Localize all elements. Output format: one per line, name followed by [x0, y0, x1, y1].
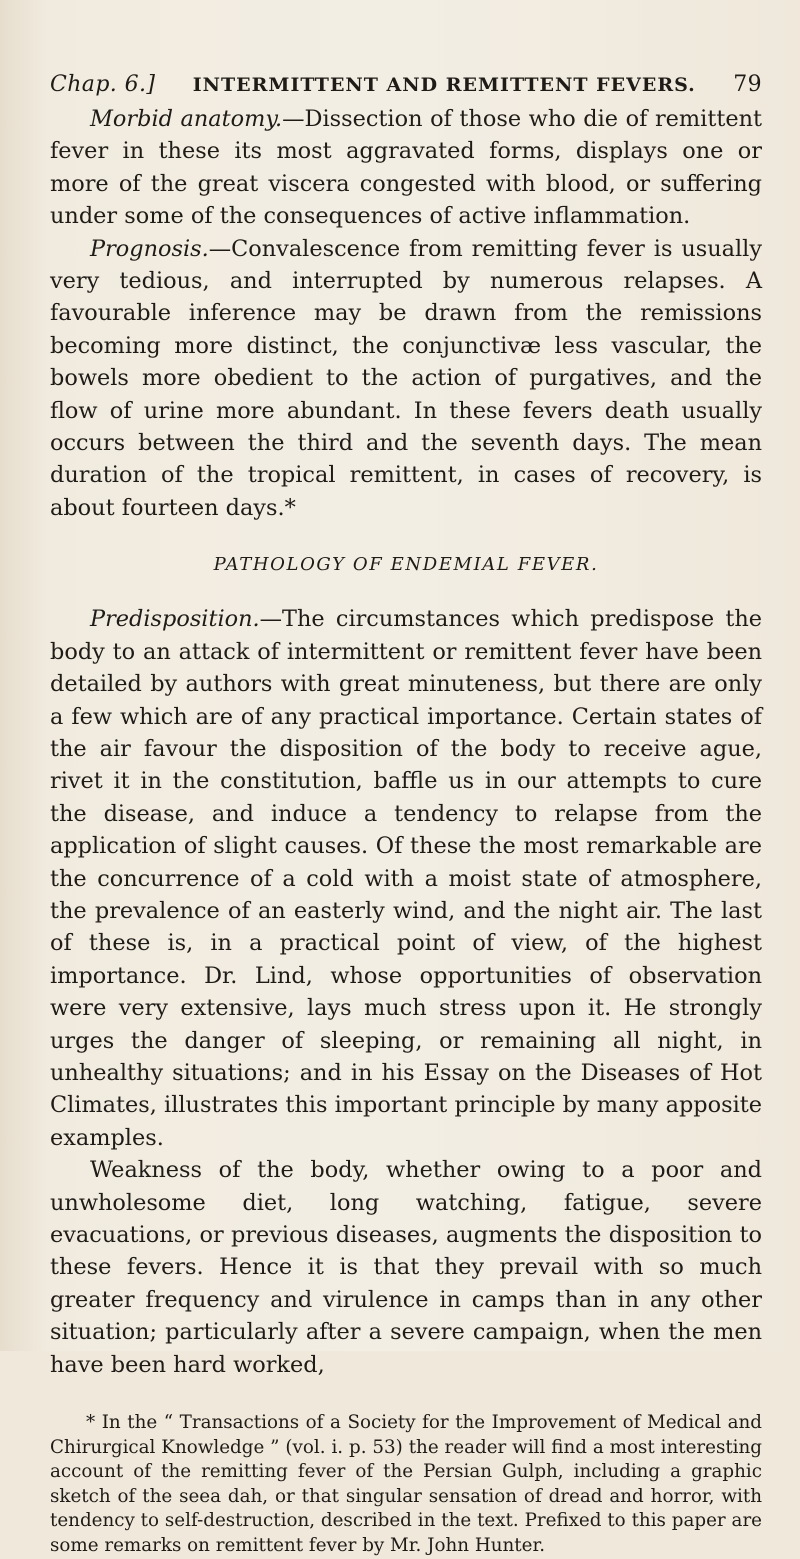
paragraph-predisposition	[50, 603, 762, 1154]
running-title: INTERMITTENT AND REMITTENT FEVERS.	[192, 74, 696, 96]
morbid-anatomy-text: —Dissection of those who die of remittent fever in these its most aggravated forms, displays one or more of the great viscera congested with blood, or suffering under some of the consequences of active inflammation.	[50, 106, 762, 230]
footnote-text: * In the “ Transactions of a Society for the Improvement of Medical and Chirurgical Knowledge ” (vol. i. p. 53) the reader will find a most interesting account of the remitting fever of the Persian Gulph, including a graphic sketch of the seea dah, or that singular sensation of dread and horror, with tendency to self-destruction, described in the text. Prefixed to this paper are some remarks on remittent fever by Mr. John Hunter.	[50, 1412, 762, 1556]
running-head	[50, 72, 762, 97]
prognosis-heading: Prognosis.	[90, 235, 209, 262]
paragraph-prognosis	[50, 233, 762, 525]
section-title: PATHOLOGY OF ENDEMIAL FEVER.	[213, 554, 599, 576]
predisposition-heading: Predisposition.	[90, 606, 260, 633]
predisposition-text: —The circumstances which predispose the body to an attack of intermittent or remittent fever have been detailed by authors with great minuteness, but there are only a few which are of any practical importance. Certain states of the air favour the disposition of the body to receive ague, rivet it in the constitution, baffle us in our attempts to cure the disease, and induce a tendency to relapse from the application of slight causes. Of these the most remarkable are the concurrence of a cold with a moist state of atmosphere, the prevalence of an easterly wind, and the night air. The last of these is, in a practical point of view, of the highest importance. Dr. Lind, whose opportunities of observation were very extensive, lays much stress upon it. He strongly urges the danger of sleeping, or remaining all night, in unhealthy situations; and in his Essay on the Diseases of Hot Climates, illustrates this important principle by many apposite examples.	[50, 606, 762, 1151]
paragraph-weakness: Weakness of the body, whether owing to a poor and unwholesome diet, long watching, fatigue, severe evacuations, or previous diseases, augments the disposition to these fevers. Hence it is that they prevail with so much greater frequency and virulence in camps than in any other situation; particularly after a severe campaign, when the men have been hard worked,	[50, 1157, 762, 1378]
paragraph-morbid-anatomy	[50, 103, 762, 233]
chapter-label: Chap. 6.]	[50, 72, 156, 97]
page-number: 79	[733, 72, 762, 97]
morbid-anatomy-heading: Morbid anatomy.	[90, 106, 283, 132]
footnote	[50, 1411, 762, 1559]
prognosis-text: —Convalescence from remitting fever is usually very tedious, and interrupted by numerous relapses. A favourable inference may be drawn from the remissions becoming more distinct, the conjunctivæ less vascular, the bowels more obedient to the action of purgatives, and the flow of urine more abundant. In these fevers death usually occurs between the third and the seventh days. The mean duration of the tropical remittent, in cases of recovery, is about fourteen days.*	[50, 235, 762, 521]
